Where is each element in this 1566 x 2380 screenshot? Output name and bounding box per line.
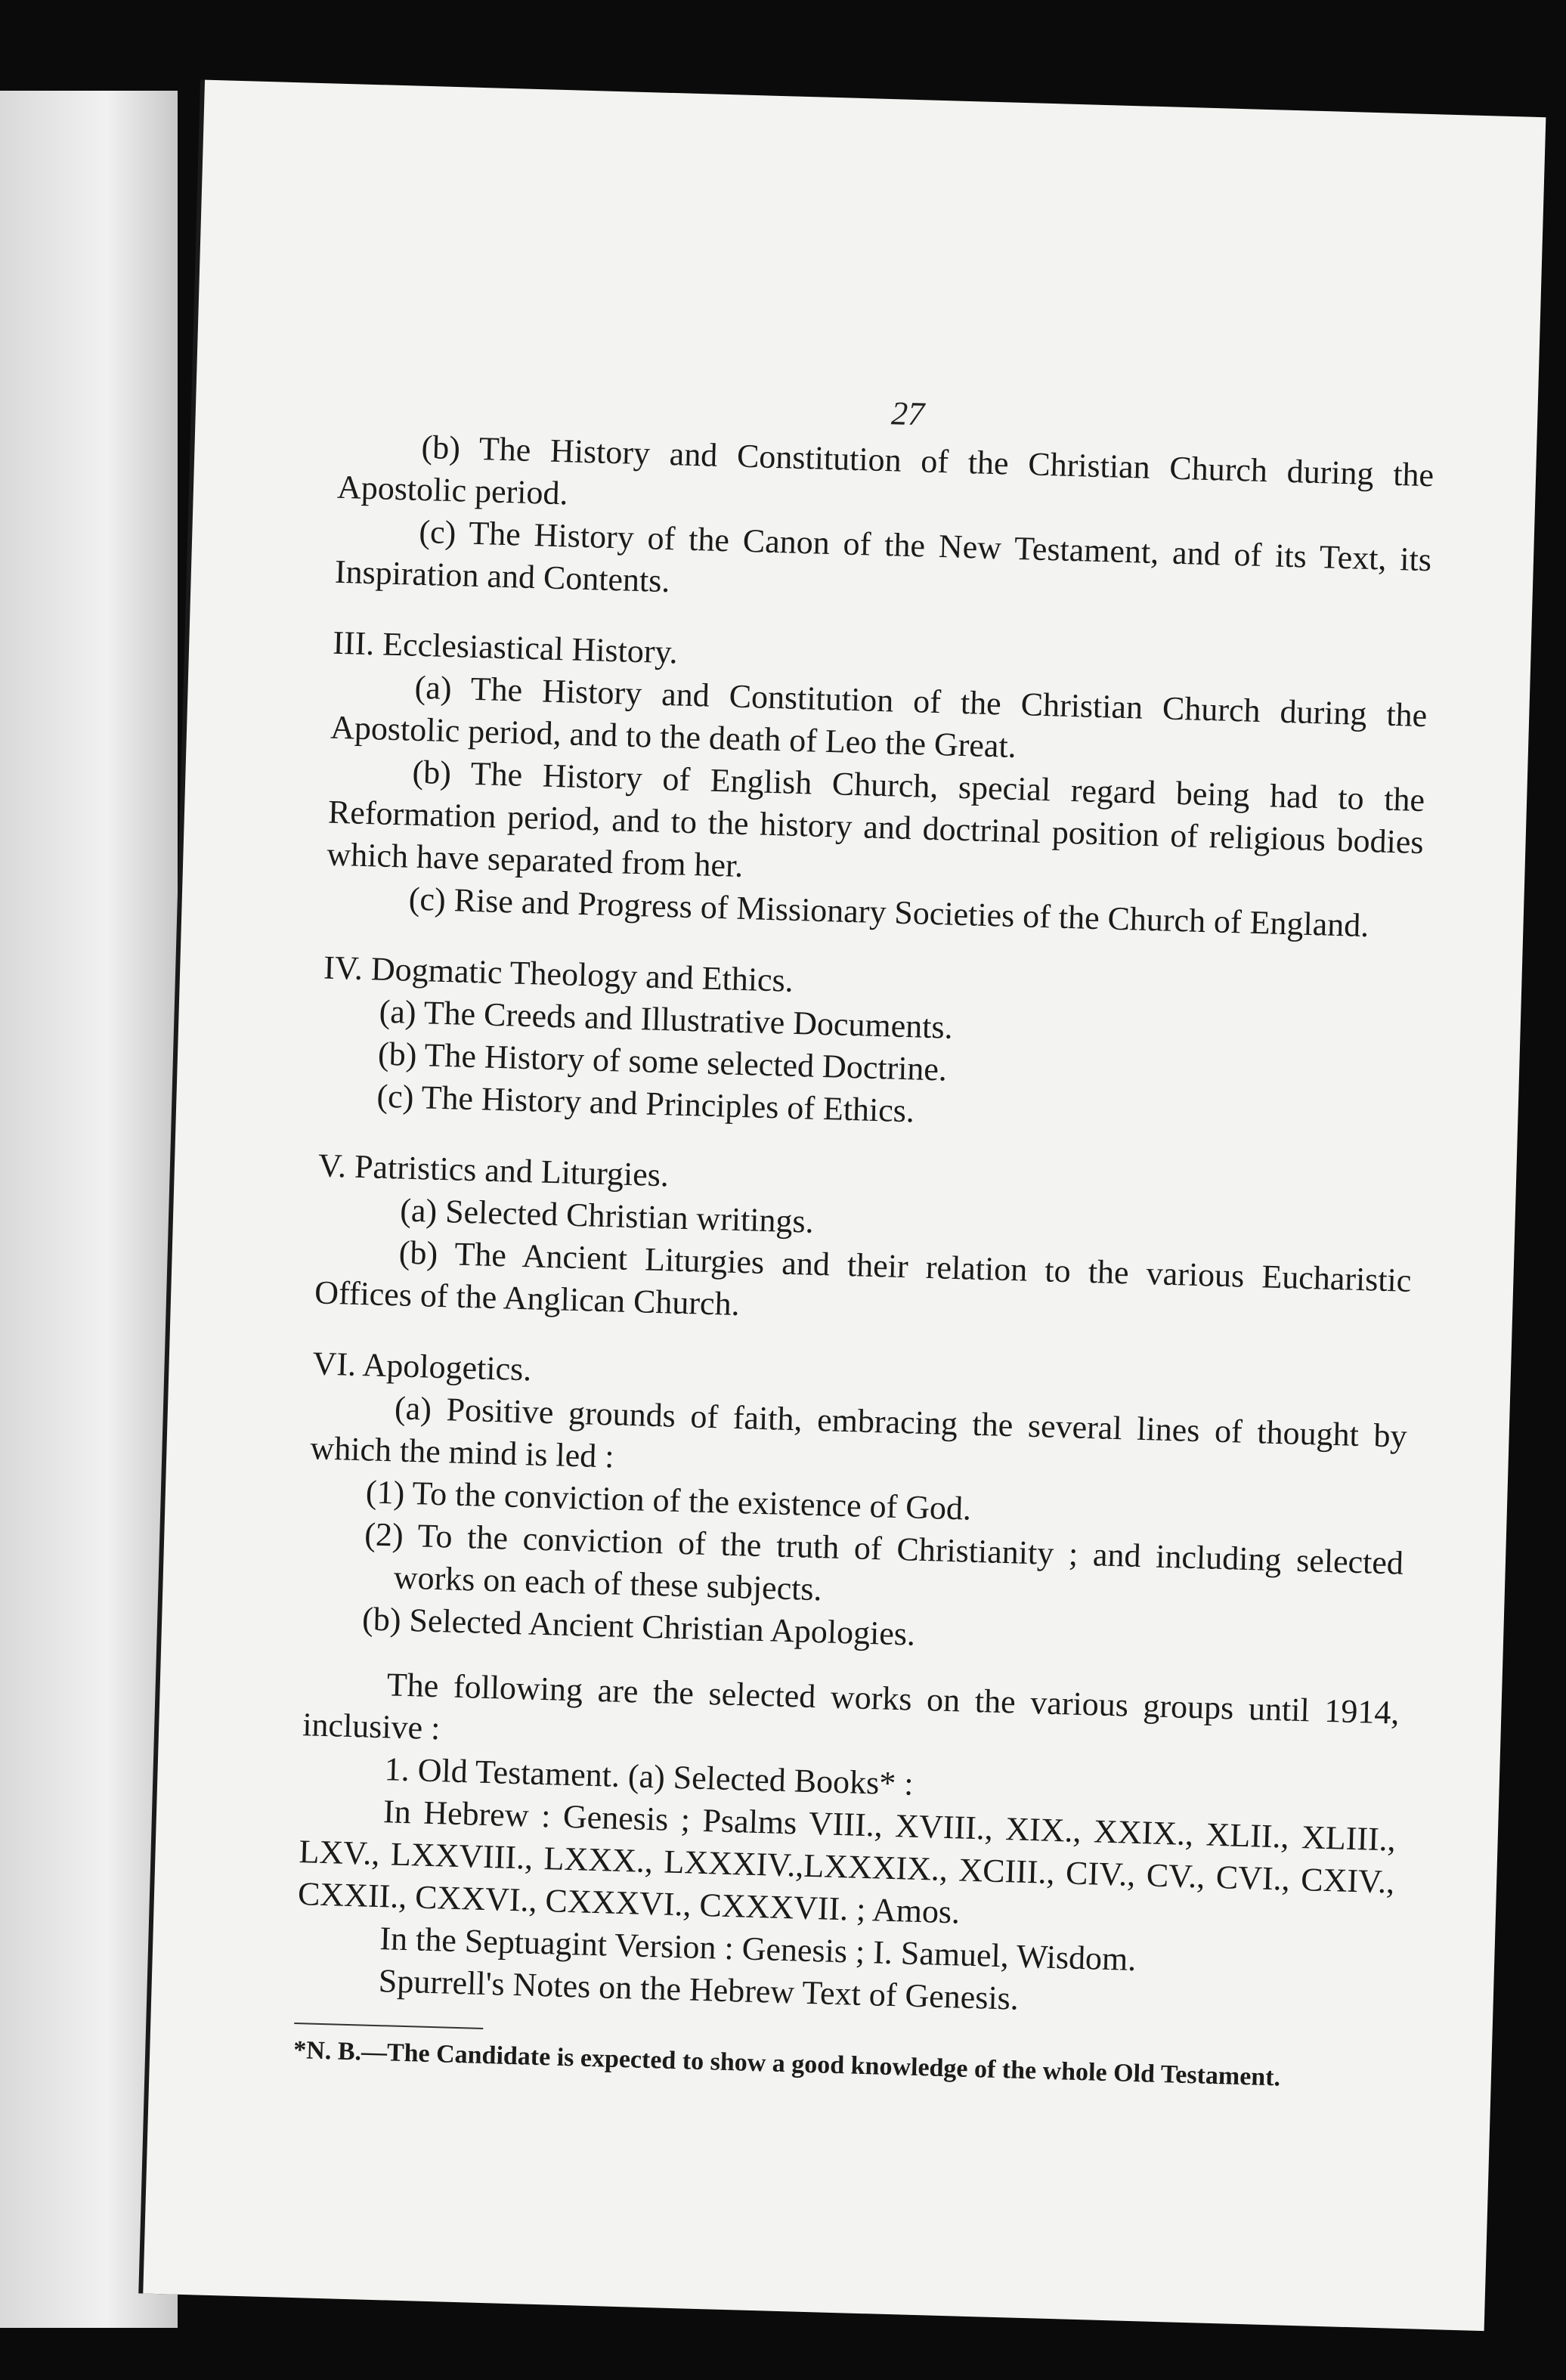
item-6b: (b) Selected Ancient Christian Apologies.: [361, 1600, 916, 1653]
book-page: [143, 80, 1546, 2331]
item-3a: (a) The History and Constitution of the Christian Church during the Apostolic period, and to the death of Leo the Great.: [330, 668, 1428, 765]
item-b-apostolic-history: (b) The History and Constitution of the Christian Church during the Apostolic period.: [336, 428, 1434, 512]
heading-patristics: V. Patristics and Liturgies.: [317, 1147, 670, 1194]
item-5b: (b) The Ancient Liturgies and their relation to the various Eucharistic Offices of the Anglican Church.: [314, 1233, 1413, 1323]
item-4a: (a) The Creeds and Illustrative Documents.: [379, 992, 954, 1046]
spurrell-notes: Spurrell's Notes on the Hebrew Text of Genesis.: [378, 1962, 1020, 2017]
old-testament-heading: 1. Old Testament. (a) Selected Books* :: [384, 1750, 915, 1803]
heading-apologetics: VI. Apologetics.: [312, 1345, 532, 1388]
item-c-canon-history: (c) The History of the Canon of the New Testament, and of its Text, its Inspiration and Contents.: [334, 512, 1432, 600]
item-3b: (b) The History of English Church, special regard being had to the Reformation period, and to the history and doctrinal position of religious bodies which have separated from her.: [326, 753, 1425, 884]
selected-works-intro: The following are the selected works on the various groups until 1914, inclusive :: [302, 1666, 1400, 1747]
septuagint-books: In the Septuagint Version : Genesis ; I. Samuel, Wisdom.: [379, 1920, 1137, 1979]
footnote-rule: [294, 2023, 483, 2029]
item-6a-2: (2) To the conviction of the truth of Christianity ; and including selected works on each of these subjects.: [364, 1515, 1404, 1608]
footnote: *N. B.—The Candidate is expected to show a good knowledge of the whole Old Testament.: [292, 2035, 1281, 2092]
item-6a: (a) Positive grounds of faith, embracing the several lines of thought by which the mind is led :: [309, 1389, 1408, 1475]
item-3c: (c) Rise and Progress of Missionary Societies of the Church of England.: [408, 880, 1369, 945]
item-4b: (b) The History of some selected Doctrine.: [377, 1035, 948, 1088]
heading-dogmatic-theology: IV. Dogmatic Theology and Ethics.: [323, 949, 794, 999]
item-4c: (c) The History and Principles of Ethics.: [376, 1077, 915, 1130]
hebrew-books: In Hebrew : Genesis ; Psalms VIII., XVIII., XIX., XXIX., XLII., XLIII., LXV., LXXVIII., LXXX., LXXXIV.,LXXXIX., XCIII., CIV., CV., CVI., CXIV., CXXII., CXXVI., CXXXVI., CXXXVII. ; Amos.: [297, 1793, 1397, 1931]
item-5a: (a) Selected Christian writings.: [399, 1191, 815, 1240]
heading-ecclesiastical-history: III. Ecclesiastical History.: [332, 624, 679, 671]
item-6a-1: (1) To the conviction of the existence of God.: [365, 1473, 972, 1527]
page-text: [293, 424, 1434, 2097]
page-number: 27: [890, 395, 925, 433]
